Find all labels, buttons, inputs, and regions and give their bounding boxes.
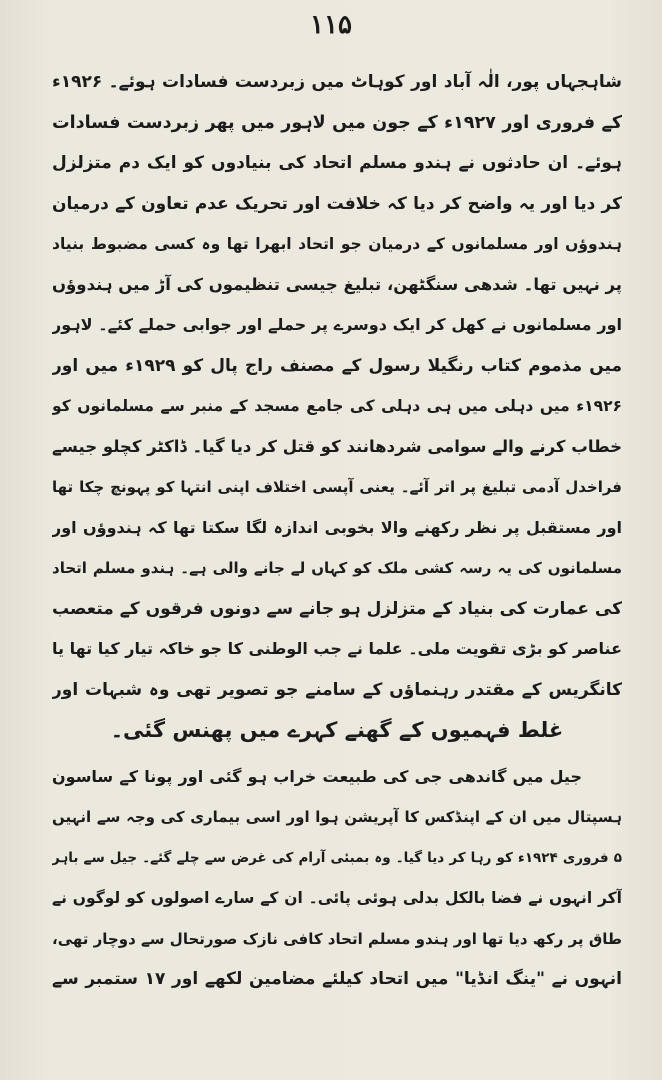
body-text <box>52 62 622 1000</box>
paragraph-1 <box>52 62 622 751</box>
text-line: کر دیا اور یہ واضح کر دیا کہ خلافت اور تحریک عدم تعاون کے درمیان <box>52 193 622 214</box>
text-line: ہندوؤں اور مسلمانوں کے درمیان جو اتحاد ابھرا تھا وہ کسی مضبوط بنیاد <box>52 235 622 253</box>
text-line: غلط فہمیوں کے گھنے کہرے میں پھنس گئی۔ <box>110 718 564 742</box>
text-line: خطاب کرنے والے سوامی شردھانند کو قتل کر دیا گیا۔ ڈاکٹر کچلو جیسے <box>52 436 622 456</box>
text-line: جیل میں گاندھی جی کی طبیعت خراب ہو گئی اور پونا کے ساسون <box>52 766 582 786</box>
text-line: کانگریس کے مقتدر رہنماؤں کے سامنے جو تصویر تھی وہ شبہات اور <box>52 679 622 700</box>
text-line: ۵ فروری ۱۹۲۴ء کو رہا کر دیا گیا۔ وہ بمبئی آرام کی غرض سے چلے گئے۔ جیل سے باہر <box>52 849 622 866</box>
text-line: کے فروری اور ۱۹۲۷ء کے جون میں لاہور میں پھر زبردست فسادات <box>52 112 622 133</box>
text-line: عناصر کو بڑی تقویت ملی۔ علما نے جب الوطنی کا جو خاکہ تیار کیا تھا یا <box>52 639 622 658</box>
text-line: ہوئے۔ ان حادثوں نے ہندو مسلم اتحاد کی بنیادوں کو ایک دم متزلزل <box>52 153 622 173</box>
text-line: شاہجہاں پور، الٰہ آباد اور کوہاٹ میں زبردست فسادات ہوئے۔ ۱۹۲۶ء <box>52 72 622 92</box>
page-number: ۱۱۵ <box>310 10 352 40</box>
text-line: کی عمارت کی بنیاد کے متزلزل ہو جانے سے دونوں فرقوں کے متعصب <box>52 598 622 619</box>
text-line: مسلمانوں کی یہ رسہ کشی ملک کو کہاں لے جانے والی ہے۔ ہندو مسلم اتحاد <box>52 559 622 577</box>
text-line: پر نہیں تھا۔ شدھی سنگٹھن، تبلیغ جیسی تنظیموں کی آڑ میں ہندوؤں <box>52 274 622 294</box>
text-line: ۱۹۲۶ء میں دہلی میں ہی دہلی کی جامع مسجد کے منبر سے مسلمانوں کو <box>52 397 622 415</box>
text-line: میں مذموم کتاب رنگیلا رسول کے مصنف راج پال کو ۱۹۲۹ء میں اور <box>52 355 622 376</box>
text-line: فراخدل آدمی تبلیغ پر اتر آئے۔ یعنی آپسی اختلاف اپنی انتہا کو پہونچ چکا تھا <box>52 478 622 496</box>
text-line: اور مسلمانوں نے کھل کر ایک دوسرے پر حملے اور جوابی حملے کئے۔ لاہور <box>52 315 622 334</box>
text-line: ہسپتال میں ان کے اپنڈکس کا آپریشن ہوا اور اسی بیماری کی وجہ سے انہیں <box>52 808 622 826</box>
text-line: انہوں نے "ینگ انڈیا" میں اتحاد کیلئے مضامین لکھے اور ۱۷ ستمبر سے <box>52 969 622 989</box>
text-line: اور مستقبل پر نظر رکھنے والا بخوبی اندازہ لگا سکتا تھا کہ ہندوؤں اور <box>52 517 622 537</box>
text-line: طاق پر رکھ دیا تھا اور ہندو مسلم اتحاد کافی نازک صورتحال سے دوچار تھی، <box>52 929 622 948</box>
text-line: آکر انہوں نے فضا بالکل بدلی ہوئی پائی۔ ان کے سارے اصولوں کو لوگوں نے <box>52 889 622 907</box>
paragraph-2 <box>52 757 622 1000</box>
